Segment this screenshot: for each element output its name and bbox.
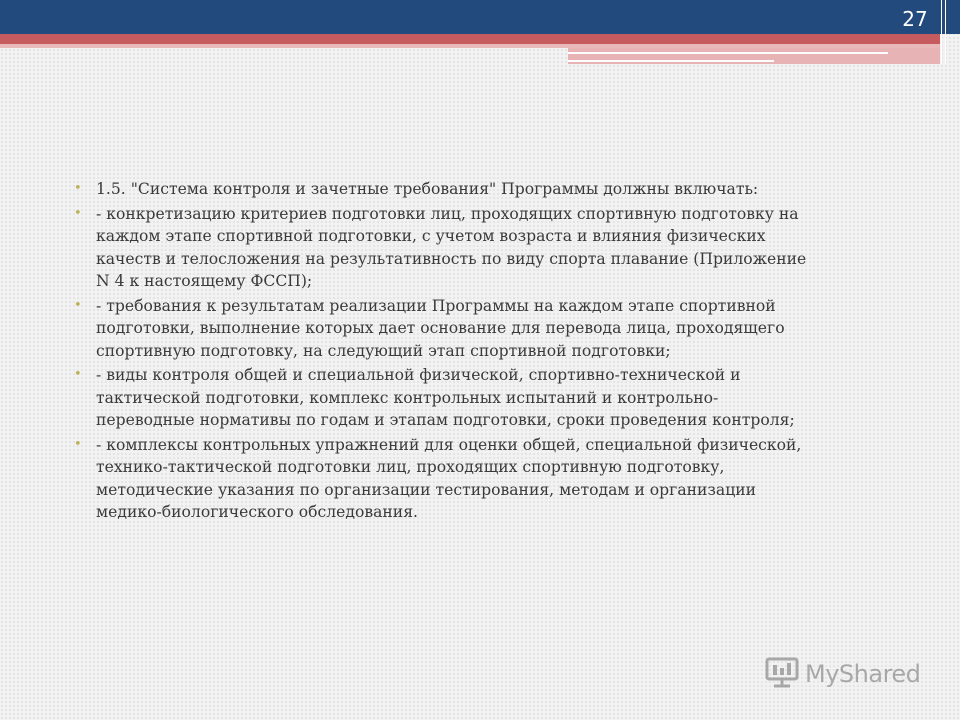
presentation-board-icon: [765, 656, 799, 692]
bullet-icon: •: [74, 367, 82, 382]
list-item-text: - комплексы контрольных упражнений для оценки общей, специальной физической, технико-тактической подготовки лиц, проходящих спортивную подготовку, методические указания по организации тестирования, методам и организации медико-биологического обследования.: [96, 435, 802, 521]
watermark-text: MyShared: [805, 660, 921, 688]
slide-content: [74, 178, 814, 526]
header-white-line: [568, 52, 888, 54]
list-item-text: - конкретизацию критериев подготовки лиц, проходящих спортивную подготовку на каждом этапе спортивной подготовки, с учетом возраста и влияния физических качеств и телосложения на результативность по виду спорта плавание (Приложение N 4 к настоящему ФССП);: [96, 204, 807, 290]
list-item: [74, 364, 814, 432]
bullet-icon: •: [74, 436, 82, 452]
list-item: [74, 178, 814, 201]
bullet-icon: •: [74, 297, 82, 313]
list-item: [74, 434, 814, 524]
slide-number: 27: [902, 7, 928, 31]
watermark: [765, 656, 920, 692]
list-item: [74, 295, 814, 363]
list-item-text: - требования к результатам реализации Программы на каждом этапе спортивной подготовки, выполнение которых дает основание для перевода лица, проходящего спортивную подготовку, на следующий этап спортивной подготовки;: [96, 296, 785, 360]
header-vertical-line: [945, 0, 946, 64]
bullet-list: [74, 178, 814, 524]
header-red-stripe: [0, 34, 940, 44]
list-item: [74, 203, 814, 293]
bullet-icon: •: [74, 181, 82, 196]
list-item-text: 1.5. "Система контроля и зачетные требования" Программы должны включать:: [96, 180, 759, 198]
header-white-line-short: [568, 60, 774, 62]
header-vertical-line: [941, 0, 942, 64]
bullet-icon: •: [74, 205, 82, 221]
list-item-text: - виды контроля общей и специальной физической, спортивно-технической и тактической подготовки, комплекс контрольных испытаний и контрольно-переводные нормативы по годам и этапам подготовки, сроки проведения контроля;: [96, 366, 795, 429]
header-band: [0, 0, 960, 34]
